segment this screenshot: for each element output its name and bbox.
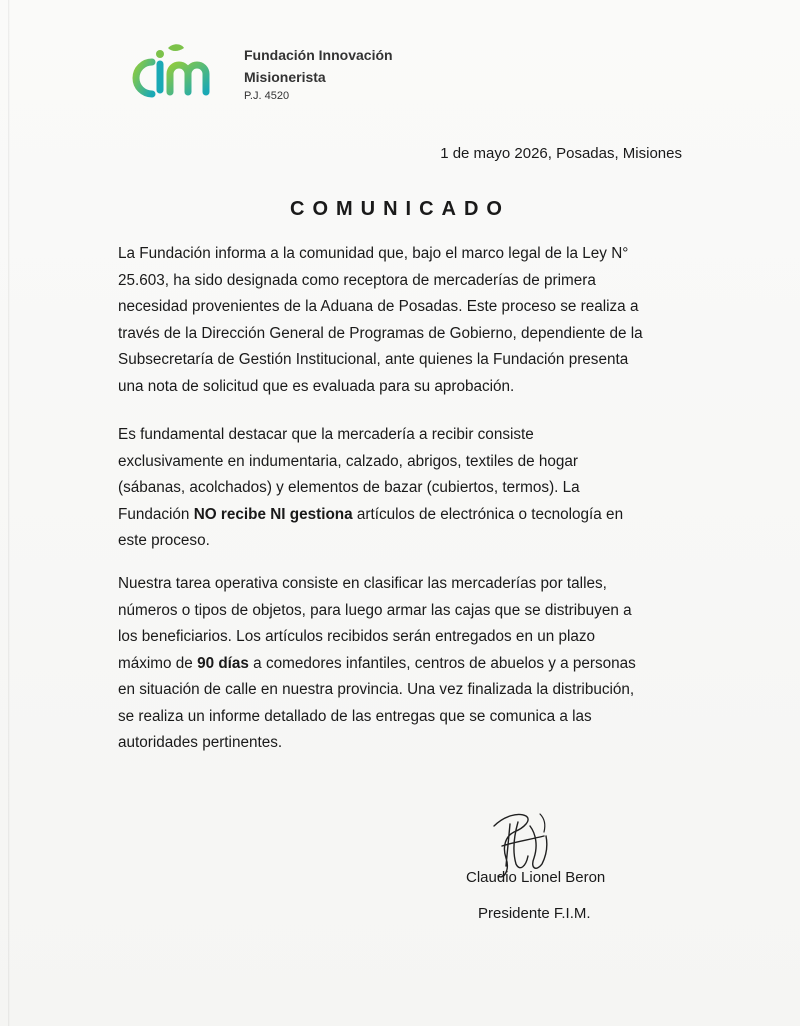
paragraph-line: exclusivamente en indumentaria, calzado, abrigos, textiles de hogar <box>118 452 579 470</box>
paragraph-line: necesidad provenientes de la Aduana de Posadas. Este proceso se realiza a <box>118 298 639 315</box>
organization-block <box>244 44 393 105</box>
paragraph-line: 25.603, ha sido designada como receptora de mercaderías de primera <box>118 271 596 289</box>
letter-title: COMUNICADO <box>290 198 510 220</box>
text-segment: máximo de <box>118 654 198 672</box>
paragraph-line: en situación de calle en nuestra provincia. Una vez finalizada la distribución, <box>118 681 635 698</box>
signer-name: Claudio Lionel Beron <box>466 869 606 886</box>
paragraph-line <box>118 651 688 678</box>
paragraph-line: números o tipos de objetos, para luego armar las cajas que se distribuyen a <box>118 601 632 619</box>
paragraph-line: autoridades pertinentes. <box>118 734 283 751</box>
text-segment: a comedores infantiles, centros de abuelos y a personas <box>248 654 636 672</box>
org-name-line1: Fundación Innovación <box>244 47 393 63</box>
signer-role: Presidente F.I.M. <box>478 905 591 922</box>
paragraph-line: Subsecretaría de Gestión Institucional, ante quienes la Fundación presenta <box>118 351 629 368</box>
paragraph-line: se realiza un informe detallado de las entregas que se comunica a las <box>118 707 592 725</box>
date-place: 1 de mayo 2026, Posadas, Misiones <box>440 145 682 162</box>
paragraph-line: (sábanas, acolchados) y elementos de bazar (cubiertos, termos). La <box>118 479 580 496</box>
paragraph-2 <box>118 422 688 555</box>
paragraph-line: Nuestra tarea operativa consiste en clasificar las mercaderías por talles, <box>118 575 607 592</box>
paragraph-line: través de la Dirección General de Programas de Gobierno, dependiente de la <box>118 324 643 342</box>
org-name-line2: Misionerista <box>244 69 326 85</box>
paragraph-line: una nota de solicitud que es evaluada para su aprobación. <box>118 377 515 395</box>
emphasis-text: NO recibe NI gestiona <box>193 505 353 523</box>
paragraph-line: La Fundación informa a la comunidad que, bajo el marco legal de la Ley N° <box>118 245 629 262</box>
paragraph-1 <box>118 241 688 400</box>
paragraph-3 <box>118 571 688 757</box>
paragraph-line: los beneficiarios. Los artículos recibidos serán entregados en un plazo <box>118 628 596 645</box>
fim-logo-icon <box>130 40 224 106</box>
page-fold-shadow <box>8 0 10 1026</box>
paragraph-line: Es fundamental destacar que la mercadería a recibir consiste <box>118 426 534 443</box>
org-legal-id: P.J. 4520 <box>244 90 290 102</box>
emphasis-text: 90 días <box>197 654 249 672</box>
paragraph-line <box>118 502 688 529</box>
paragraph-line: este proceso. <box>118 532 210 549</box>
text-segment: Fundación <box>118 505 194 523</box>
text-segment: artículos de electrónica o tecnología en <box>352 505 624 523</box>
